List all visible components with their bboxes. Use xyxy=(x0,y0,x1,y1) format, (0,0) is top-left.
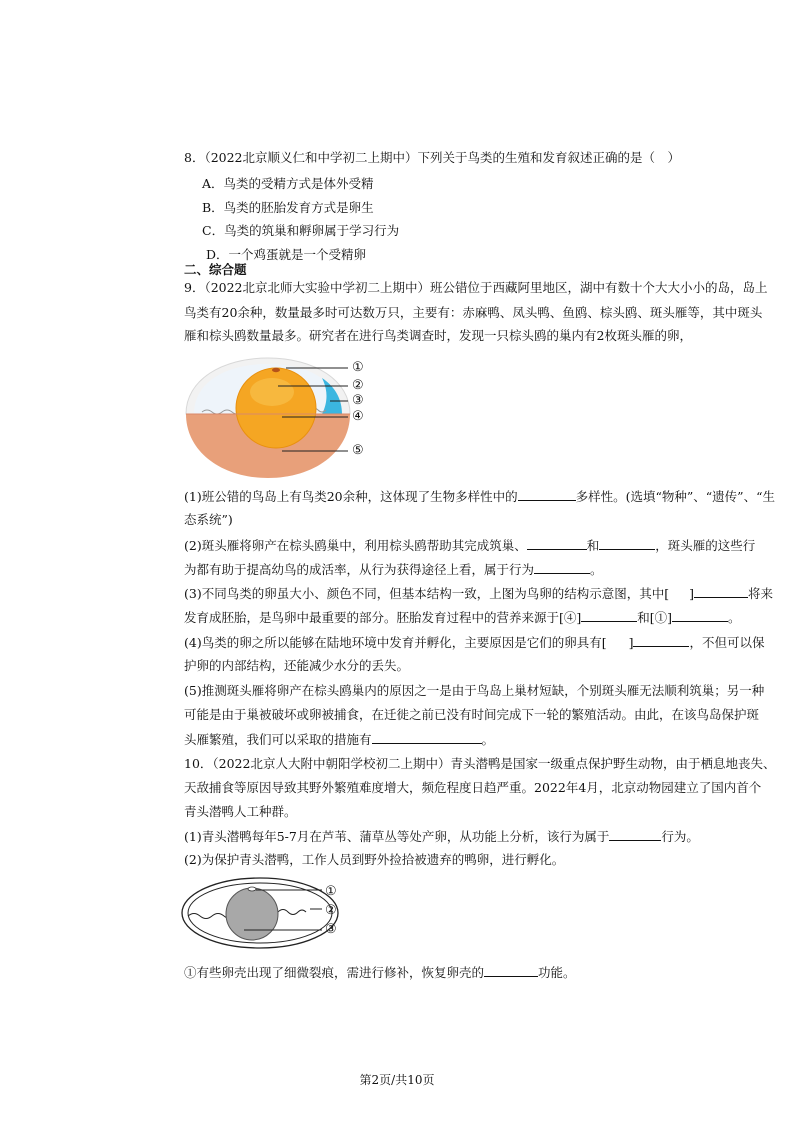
question-9-line-1: 9．（2022北京北师大实验中学初二上期中）班公错位于西藏阿里地区，湖中有数十个大大小小的岛，岛上 xyxy=(184,280,768,295)
question-9-line-2: 鸟类有20余种，数量最多时可达数万只，主要有：赤麻鸭、凤头鸭、鱼鸥、棕头鸥、斑头雁等，其中斑头 xyxy=(184,305,763,320)
answer-blank[interactable] xyxy=(372,731,482,744)
answer-blank[interactable] xyxy=(527,537,587,550)
q10-sub1: (1)青头潜鸭每年5-7月在芦苇、蒲草丛等处产卵，从功能上分析，该行为属于 行为。 xyxy=(184,829,699,844)
question-10-line-2: 天敌捕食等原因导致其野外繁殖难度增大，频危程度日趋严重。2022年4月，北京动物园建立了国内首个 xyxy=(184,780,762,795)
question-8-stem: 8．（2022北京顺义仁和中学初二上期中）下列关于鸟类的生殖和发育叙述正确的是（ ） xyxy=(184,150,681,165)
question-9-line-3: 雁和棕头鸥数量最多。研究者在进行鸟类调查时，发现一只棕头鸥的巢内有2枚斑头雁的卵， xyxy=(184,328,692,343)
answer-blank[interactable] xyxy=(484,964,538,977)
answer-blank[interactable] xyxy=(534,561,590,574)
answer-blank[interactable] xyxy=(694,585,748,598)
question-10-line-3: 青头潜鸭人工种群。 xyxy=(184,804,297,819)
section-title: 二、综合题 xyxy=(184,262,247,277)
figure-label-4: ④ xyxy=(352,409,364,424)
question-10-line-1: 10．（2022北京人大附中朝阳学校初二上期中）青头潜鸭是国家一级重点保护野生动物，由于栖息地丧失、 xyxy=(184,756,776,771)
duck-egg-yolk xyxy=(226,888,278,940)
q9-sub3-line-1: (3)不同鸟类的卵虽大小、颜色不同，但基本结构一致，上图为鸟卵的结构示意图，其中[ ] 将来 xyxy=(184,586,773,601)
answer-blank[interactable] xyxy=(518,488,576,501)
duck-figure-label-2: ② xyxy=(325,903,337,918)
answer-blank[interactable] xyxy=(609,828,661,841)
answer-blank[interactable] xyxy=(672,609,728,622)
q10-sub2: (2)为保护青头潜鸭，工作人员到野外捡拾被遗弃的鸭卵，进行孵化。 xyxy=(184,852,565,867)
duck-figure-label-3: ③ xyxy=(325,922,337,937)
q9-sub3-line-2: 发育成胚胎，是鸟卵中最重要的部分。胚胎发育过程中的营养来源于[④] 和[①] 。 xyxy=(184,610,741,625)
q9-sub4-line-2: 护卵的内部结构，还能减少水分的丢失。 xyxy=(184,658,410,673)
page-number: 第2页/共10页 xyxy=(359,1073,435,1087)
q9-sub4-line-1: (4)鸟类的卵之所以能够在陆地环境中发育并孵化，主要原因是它们的卵具有[ ] ，不但可以保 xyxy=(184,635,765,650)
duck-figure-label-1: ① xyxy=(325,884,337,899)
duck-egg-germinal-disc xyxy=(248,887,256,891)
q10-sub2-1: ①有些卵壳出现了细微裂痕，需进行修补，恢复卵壳的 功能。 xyxy=(184,965,576,980)
figure-label-5: ⑤ xyxy=(352,443,364,458)
q9-sub1-line-1: (1)班公错的鸟岛上有鸟类20余种，这体现了生物多样性中的 多样性。(选填“物种”、“遗传”、“生 xyxy=(184,489,775,504)
egg-germinal-disc xyxy=(272,368,280,372)
figure-label-2: ② xyxy=(352,378,364,393)
q9-sub1-line-2: 态系统”) xyxy=(184,512,233,527)
answer-blank[interactable] xyxy=(633,634,689,647)
q9-sub5-line-2: 可能是由于巢被破坏或卵被捕食，在迁徙之前已没有时间完成下一轮的繁殖活动。由此，在该鸟岛保护斑 xyxy=(184,707,760,722)
answer-blank[interactable] xyxy=(599,537,655,550)
question-8-option-c: C．鸟类的筑巢和孵卵属于学习行为 xyxy=(202,223,400,238)
question-8-option-b: B．鸟类的胚胎发育方式是卵生 xyxy=(202,200,374,215)
q9-sub2-line-1: (2)斑头雁将卵产在棕头鸥巢中，利用棕头鸥帮助其完成筑巢、 和 ，斑头雁的这些行 xyxy=(184,538,756,553)
answer-blank[interactable] xyxy=(581,609,637,622)
figure-label-3: ③ xyxy=(352,393,364,408)
q9-sub2-line-2: 为都有助于提高幼鸟的成活率，从行为获得途径上看，属于行为 。 xyxy=(184,562,603,577)
q9-sub5-line-3: 头雁繁殖，我们可以采取的措施有 。 xyxy=(184,732,495,747)
figure-label-1: ① xyxy=(352,360,364,375)
q9-sub5-line-1: (5)推测斑头雁将卵产在棕头鸥巢内的原因之一是由于鸟岛上巢材短缺，个别斑头雁无法顺利筑巢；另一种 xyxy=(184,683,765,698)
question-8-option-d: D．一个鸡蛋就是一个受精卵 xyxy=(206,247,367,262)
question-8-option-a: A．鸟类的受精方式是体外受精 xyxy=(202,176,374,191)
